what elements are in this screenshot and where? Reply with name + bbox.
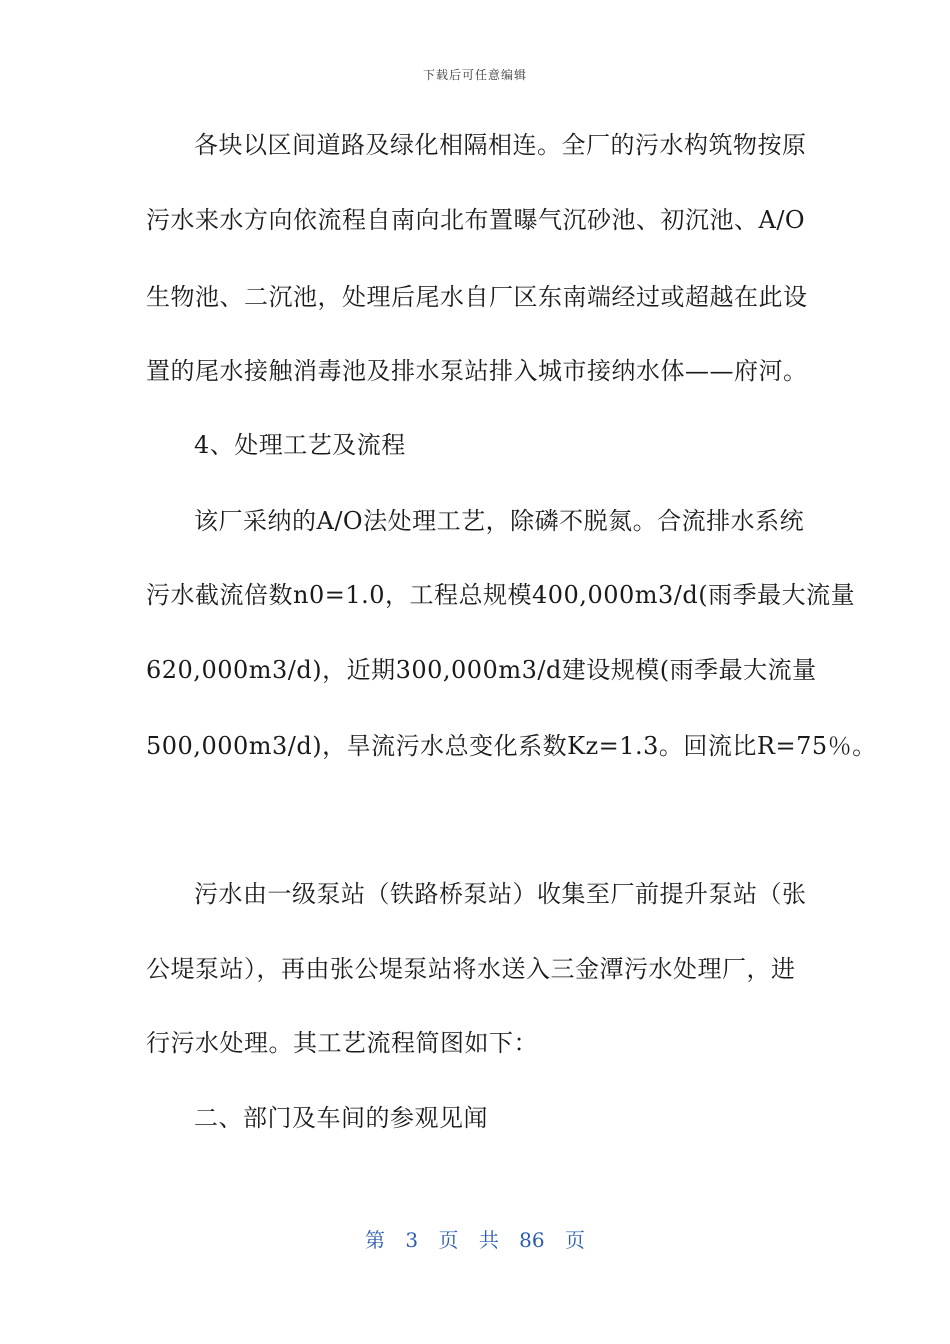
paragraph-line: 置的尾水接触消毒池及排水泵站排入城市接纳水体——府河。 — [146, 357, 808, 385]
section-heading: 二、部门及车间的参观见闻 — [194, 1104, 488, 1132]
footer-page-total: 86 — [519, 1228, 545, 1252]
paragraph-line: 行污水处理。其工艺流程简图如下： — [146, 1029, 538, 1057]
paragraph-line: 污水由一级泵站（铁路桥泵站）收集至厂前提升泵站（张 — [194, 880, 807, 908]
paragraph-line: 污水来水方向依流程自南向北布置曝气沉砂池、初沉池、A/O — [146, 206, 806, 234]
paragraph-line: 各块以区间道路及绿化相隔相连。全厂的污水构筑物按原 — [194, 131, 807, 159]
footer-page-current: 3 — [405, 1228, 419, 1252]
footer-label-ye2: 页 — [564, 1228, 585, 1252]
paragraph-line: 500,000m3/d)，旱流污水总变化系数Kz=1.3。回流比R=75％。 — [146, 732, 877, 760]
footer-label-ye: 页 — [438, 1228, 459, 1252]
paragraph-line: 公堤泵站），再由张公堤泵站将水送入三金潭污水处理厂，进 — [146, 955, 796, 983]
paragraph-line: 该厂采纳的A/O法处理工艺，除磷不脱氮。合流排水系统 — [194, 507, 805, 535]
section-heading: 4、处理工艺及流程 — [194, 431, 406, 459]
footer-label-gong: 共 — [478, 1228, 499, 1252]
paragraph-line: 生物池、二沉池，处理后尾水自厂区东南端经过或超越在此设 — [146, 283, 808, 311]
page-number-footer — [0, 1224, 950, 1253]
paragraph-line: 污水截流倍数n0=1.0，工程总规模400,000m3/d(雨季最大流量 — [146, 581, 856, 609]
footer-label-di: 第 — [365, 1228, 385, 1252]
paragraph-line: 620,000m3/d)，近期300,000m3/d建设规模(雨季最大流量 — [146, 656, 817, 684]
page-header-note: 下载后可任意编辑 — [422, 68, 527, 82]
